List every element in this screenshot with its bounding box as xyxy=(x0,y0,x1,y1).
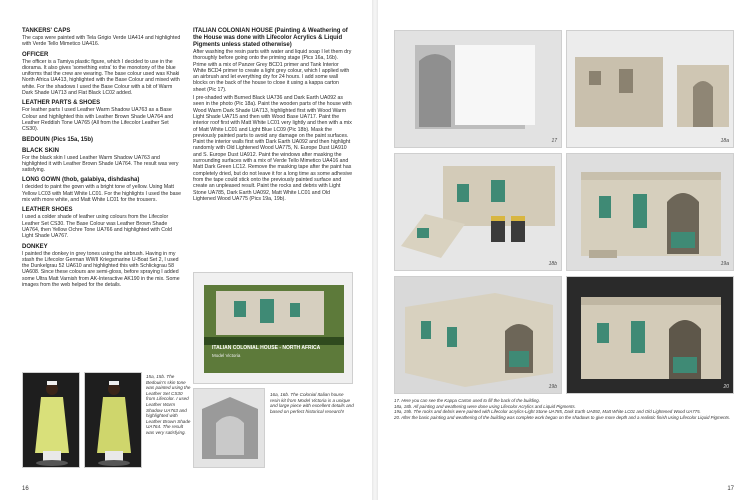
section-heading: OFFICER xyxy=(22,51,49,58)
page-number-left: 16 xyxy=(22,486,29,492)
section-body: After washing the resin parts with water and liquid soap I let them dry thoroughly before going onto the priming stage (Pics 16a, 16b). Prime with a mix of Panzer Grey BCD1 primer and Tank Interior White BCD4 primer to create a light grey colour, which I applied with an airbrush and let everything dry for 24 hours. I add some wall blocks on the back of the house to close it using a kappa carton sheet (Pic 17). xyxy=(193,49,352,93)
right-page xyxy=(378,0,750,500)
section-heading: DONKEY xyxy=(22,243,48,250)
section-heading: LEATHER SHOES xyxy=(22,207,73,214)
section-body: I decided to paint the gown with a bright tone of yellow. Using Matt Yellow LC03 with Matt White LC01. For the highlights I used the base mix with more white, and Matt White LC01 for the trousers. xyxy=(22,184,181,204)
section-body: For leather parts I used Leather Warm Shadow UA763 as a Base Colour and highlighted this with Leather Brown Shade UA764 and Leather Reddish Tone UA765 (All from the Lifecolor Leather Set CS30). xyxy=(22,107,174,133)
photo-19a xyxy=(566,153,734,271)
section-body: For the black skin I used Leather Warm Shadow UA763 and highlighted it with Leather Brown Shade UA764. The result was very satisfying. xyxy=(22,154,179,174)
caption-19: 19a, 19b. The rocks and debris were painted with Lifecolor acrylics-Light Stone UA785, Dark Earth UA092, Matt White LC01 and Old Lightened Wood UA775. xyxy=(394,409,701,415)
photo-18a-label: 18a xyxy=(720,138,729,144)
section-heading: LEATHER PARTS & SHOES xyxy=(22,100,101,107)
kit-box-photo xyxy=(193,272,353,384)
photo-20 xyxy=(566,276,734,394)
photo-18a xyxy=(566,30,734,148)
section-heading: LONG GOWN (thob, galabiya, dishdasha) xyxy=(22,177,140,184)
photo-18b xyxy=(394,153,562,271)
section-heading: TANKERS' CAPS xyxy=(22,28,71,34)
right-column xyxy=(193,24,353,204)
section-heading: BEDOUIN (Pics 15a, 15b) xyxy=(22,136,94,143)
page-number-right: 17 xyxy=(727,486,734,492)
resin-part-photo xyxy=(193,388,265,468)
left-column xyxy=(22,24,182,290)
section-body: I pre-shaded with Burned Black UA736 and Dark Earth UA092 as seen in the photo (Pic 18a). Paint the wooden parts of the house with Wood Warm Dark Shade UA713, highlighted first with Wood Warm Light Shade UA715 and then with Wood Base UA717. Paint the interior roof first with Matt White LC01 very lightly and then with a mix of Matt White LC01 and Light Blue LC09 (Pic 18b). Mask the previously painted parts to avoid any damage on the paint surfaces. Paint the interior walls first with Dark Earth UA092 and then highlight randomly with Old Lightened Wood UA775, N. Europe Dust UA910 and S. Europe Dust UA912. Paint the windows after masking the surrounding surfaces with a mix of Verde Tello Mimetico UA416 and Matt Dark Green LC12. Remove the masking tape after the paint has completely dried, but do not leave it for a long time as some adhesive from the tape could stick onto the previously painted surface and create an unpleased result. Paint the rocks and debris with Light Stone UA785, Dark Earth UA092, Matt White LC01 and Old Lightened Wood UA775 (Pics 19a, 19b). xyxy=(193,95,353,202)
right-captions xyxy=(394,398,734,420)
box-title: ITALIAN COLONIAL HOUSE - NORTH AFRICA xyxy=(212,345,321,351)
left-page xyxy=(0,0,372,500)
section-body: The officer is a Tamiya plastic figure, which I decided to use in the diorama. It also gives 'something extra' to the monotony of the blue uniforms that the crew are wearing. The base colour used was Khaki North Africa UA413, highlighted with the Base Colour and mixed with white. For the shadows I used the Base Colour with a bit of Warm Dark Shade UA713 and Flat Black LC02 added. xyxy=(22,58,180,97)
section-body: I used a colder shade of leather using colours from the Lifecolor Leather Set CS30. The Base Colour was Leather Brown Shade UA764, then Yellow Ochre Tone UA766 and highlighted with Cold Light Shade UA767. xyxy=(22,214,172,240)
photo-19b-label: 19b xyxy=(548,384,557,390)
caption-20: 20. After the basic painting and weathering of the building was complete work began on the shadows to give more depth and a realistic finish using Lifecolor Liquid Pigments. xyxy=(394,414,731,420)
figure-photo-front xyxy=(22,372,80,468)
caption-16: 16a, 16b. The Colonial Italian house resin kit from Model Victoria is a unique and large piece with excellent details and based on perfect historical research! xyxy=(270,392,354,414)
photo-17-label: 17 xyxy=(551,138,557,144)
caption-17: 17. Here you can see the Kappa Carton used to fill the back of the building. xyxy=(394,398,540,403)
photo-17 xyxy=(394,30,562,148)
caption-15: 15a, 15b. The Bedouin's skin tone was painted using the Leather Set CS30 from Lifecolor. I used Leather Warm Shadow UA763 and highlighted with Leather Brown Shade UA764. The result was very satisfying. xyxy=(146,374,191,435)
section-heading: BLACK SKIN xyxy=(22,147,59,154)
caption-18: 18a, 18b. All painting and weathering were done using Lifecolor Acrylics and Liquid Pigments. xyxy=(394,403,576,409)
section-heading: ITALIAN COLONIAN HOUSE (Painting & Weathering of the House was done with Lifecolor Acrylics & Liquid Pigments unless stated otherwise) xyxy=(193,28,348,48)
figure-photo-back xyxy=(84,372,142,468)
box-brand: Model Victoria xyxy=(212,353,241,358)
section-body: I painted the donkey in grey tones using the airbrush. Having in my stash the Lifecolor German WWII Kriegsmarine U-Boat Set 2, I used the Dunkelgrau 52 UA610 and highlighted this with Schlickgrau 58 UA608. Since these colours are semi-gloss, before spraying I added some Ultra Matt Varnish from AK-Interactive AK190 in the mix. Some images from the web helped for the details. xyxy=(22,250,180,289)
photo-19a-label: 19a xyxy=(720,261,729,267)
photo-18b-label: 18b xyxy=(548,261,557,267)
section-body: The caps were painted with Tela Grigio Verde UA414 and highlighted with Verde Tello Mimetico UA416. xyxy=(22,35,181,48)
photo-19b xyxy=(394,276,562,394)
photo-20-label: 20 xyxy=(723,384,729,390)
